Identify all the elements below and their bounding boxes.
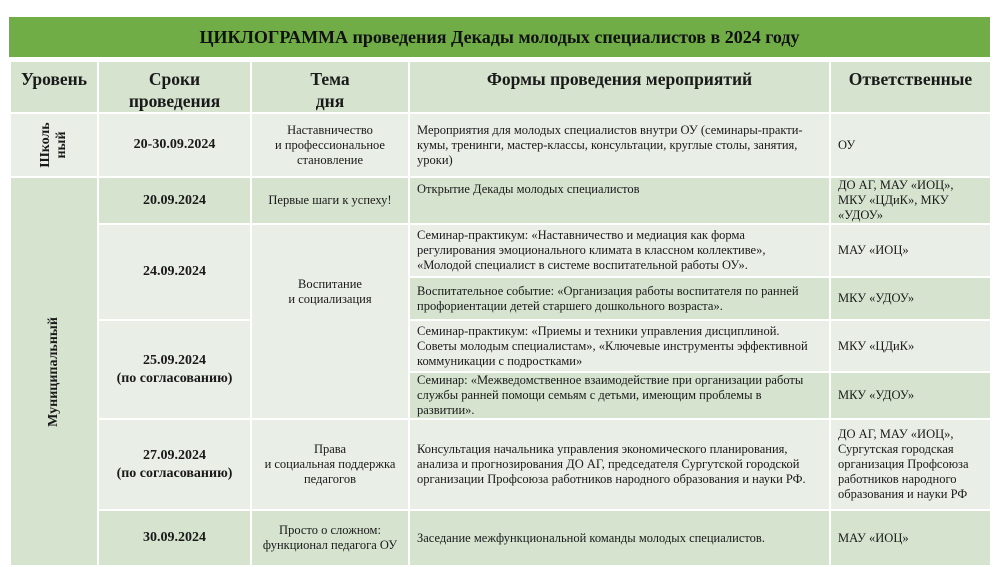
theme-cell: Просто о сложном: функционал педагога ОУ <box>251 510 409 566</box>
table-row <box>10 320 991 372</box>
date-cell: 20-30.09.2024 <box>98 113 251 177</box>
form-cell: Воспитательное событие: «Организация работы воспитателя по ранней профориентации детей старшего дошкольного возраста». <box>409 277 830 320</box>
header-forms: Формы проведения мероприятий <box>409 61 830 113</box>
responsible-cell: МАУ «ИОЦ» <box>830 224 991 277</box>
header-dates: Сроки проведения <box>98 61 251 113</box>
level-label-school: Школь ный <box>38 122 69 168</box>
date-cell: 27.09.2024 (по согласованию) <box>98 419 251 510</box>
theme-cell: Первые шаги к успеху! <box>251 177 409 224</box>
cyclogram-document <box>9 17 990 567</box>
level-label-municipal: Муниципальный <box>46 316 61 427</box>
form-cell: Консультация начальника управления экономического планирования, анализа и прогнозирования ДО АГ, председателя Сургутской городской организации Профсоюза работников народного образования и науки РФ. <box>409 419 830 510</box>
date-cell: 20.09.2024 <box>98 177 251 224</box>
theme-cell: Права и социальная поддержка педагогов <box>251 419 409 510</box>
form-cell: Заседание межфункциональной команды молодых специалистов. <box>409 510 830 566</box>
header-responsible: Ответственные <box>830 61 991 113</box>
schedule-table <box>9 60 992 567</box>
form-cell: Семинар-практикум: «Наставничество и медиация как форма регулирования эмоционального климата в классном коллективе», «Молодой специалист в системе воспитательной работы ОУ». <box>409 224 830 277</box>
responsible-cell: МКУ «УДОУ» <box>830 277 991 320</box>
header-theme: Тема дня <box>251 61 409 113</box>
responsible-cell: ДО АГ, МАУ «ИОЦ», Сургутская городская организация Профсоюза работников народного образования и науки РФ <box>830 419 991 510</box>
table-row <box>10 510 991 566</box>
table-row <box>10 177 991 224</box>
header-level: Уровень <box>10 61 98 113</box>
theme-cell-shared: Воспитание и социализация <box>251 224 409 419</box>
date-cell: 30.09.2024 <box>98 510 251 566</box>
responsible-cell: МКУ «ЦДиК» <box>830 320 991 372</box>
date-cell: 24.09.2024 <box>98 224 251 320</box>
date-cell: 25.09.2024 (по согласованию) <box>98 320 251 419</box>
document-title: ЦИКЛОГРАММА проведения Декады молодых специалистов в 2024 году <box>9 17 990 60</box>
level-cell-municipal <box>10 177 98 566</box>
header-row <box>10 61 991 113</box>
table-row-school <box>10 113 991 177</box>
form-cell: Семинар: «Межведомственное взаимодействие при организации работы службы ранней помощи семьям с детьми, имеющим проблемы в развитии». <box>409 372 830 419</box>
responsible-cell: ДО АГ, МАУ «ИОЦ», МКУ «ЦДиК», МКУ «УДОУ» <box>830 177 991 224</box>
level-cell-school <box>10 113 98 177</box>
responsible-cell: ОУ <box>830 113 991 177</box>
form-cell: Открытие Декады молодых специалистов <box>409 177 830 224</box>
form-cell: Мероприятия для молодых специалистов внутри ОУ (семинары-практи-кумы, тренинги, мастер-классы, консультации, круглые столы, занятия, уроки) <box>409 113 830 177</box>
responsible-cell: МАУ «ИОЦ» <box>830 510 991 566</box>
table-row <box>10 224 991 277</box>
form-cell: Семинар-практикум: «Приемы и техники управления дисциплиной. Советы молодым специалистам», «Ключевые инструменты эффективной коммуникации с подростками» <box>409 320 830 372</box>
theme-cell: Наставничество и профессиональное становление <box>251 113 409 177</box>
responsible-cell: МКУ «УДОУ» <box>830 372 991 419</box>
table-row <box>10 419 991 510</box>
